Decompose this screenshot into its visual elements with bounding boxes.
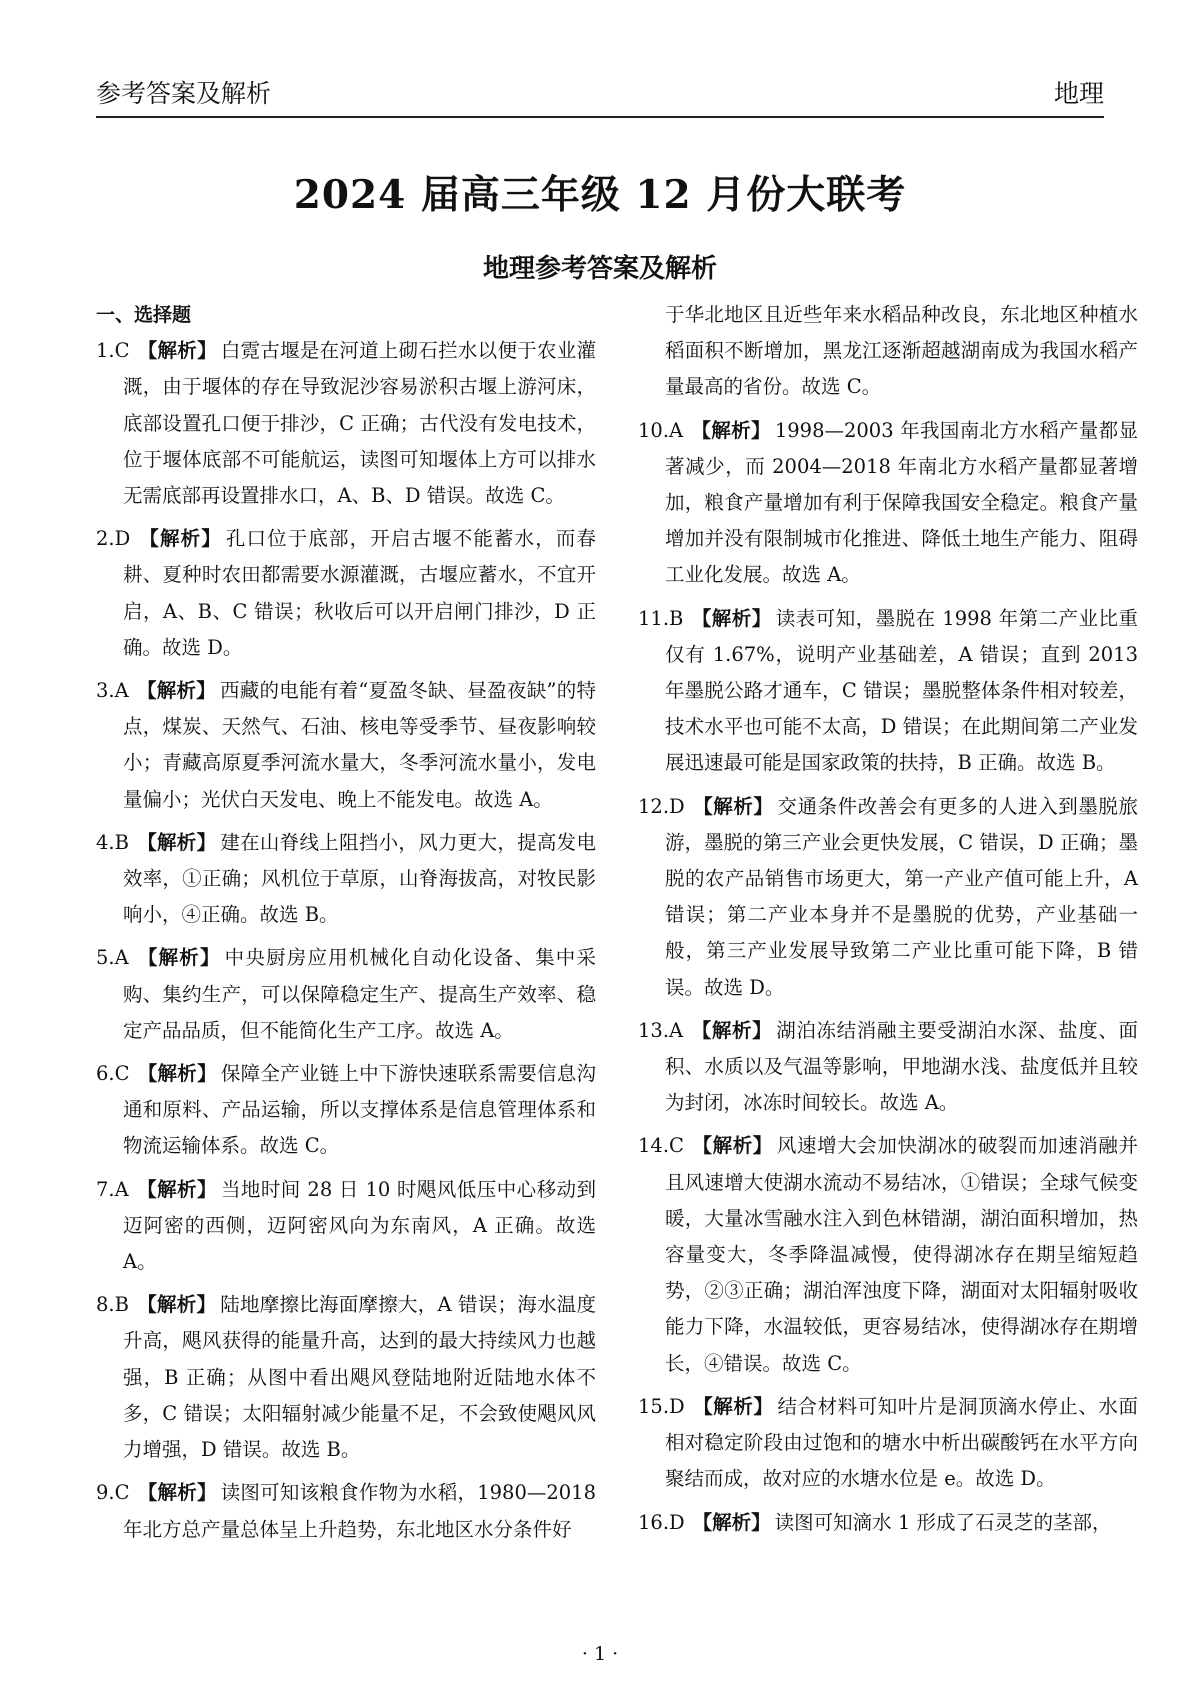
page-title: 2024 届高三年级 12 月份大联考 <box>293 172 907 218</box>
analysis-tag: 【解析】 <box>136 830 217 854</box>
answer-explanation: 当地时间 28 日 10 时飓风低压中心移动到迈阿密的西侧，迈阿密风向为东南风，A 正确。故选 A。 <box>123 1177 596 1274</box>
section-heading: 一、选择题 <box>96 304 192 326</box>
analysis-tag: 【解析】 <box>691 1018 773 1042</box>
answer-explanation: 陆地摩擦比海面摩擦大，A 错误；海水温度升高，飓风获得的能量升高，达到的最大持续风力也越强，B 正确；从图中看出飓风登陆地附近陆地水体不多，C 错误；太阳辐射减少能量不足，不会致使飓风风力增强，D 错误。故选 B。 <box>123 1293 596 1462</box>
analysis-tag: 【解析】 <box>137 1481 217 1505</box>
answer-explanation: 白霓古堰是在河道上砌石拦水以便于农业灌溉，由于堰体的存在导致泥沙容易淤积古堰上游河床，底部设置孔口便于排沙，C 正确；古代没有发电技术，位于堰体底部不可能航运，读图可知堰体上方可以排水无需底部再设置排水口，A、B、D 错误。故选 C。 <box>123 339 596 508</box>
answer-number: 13.A <box>638 1018 684 1042</box>
answer-number: 11.B <box>638 606 684 630</box>
answer-item <box>96 521 596 666</box>
answer-number: 4.B <box>96 830 129 854</box>
answer-explanation: 结合材料可知叶片是洞顶滴水停止、水面相对稳定阶段由过饱和的塘水中析出碳酸钙在水平方向聚结而成，故对应的水塘水位是 e。故选 D。 <box>665 1394 1138 1491</box>
answer-explanation: 1998—2003 年我国南北方水稻产量都显著减少，而 2004—2018 年南北方水稻产量都显著增加，粮食产量增加有利于保障我国安全稳定。粮食产量增加并没有限制城市化推进、降低土地生产能力、阻碍工业化发展。故选 A。 <box>665 418 1138 587</box>
answer-item <box>96 1475 596 1547</box>
answer-item <box>96 673 596 818</box>
answer-item <box>638 413 1138 594</box>
analysis-tag: 【解析】 <box>137 1062 217 1086</box>
answer-item <box>96 333 596 514</box>
left-answer-list <box>96 333 596 1548</box>
answer-item <box>96 1056 596 1165</box>
answer-number: 5.A <box>96 946 129 970</box>
analysis-tag: 【解析】 <box>692 1394 774 1418</box>
analysis-tag: 【解析】 <box>691 418 771 442</box>
answer-number: 14.C <box>638 1134 684 1158</box>
analysis-tag: 【解析】 <box>136 946 221 970</box>
continued-answer-text: 于华北地区且近些年来水稻品种改良，东北地区种植水稻面积不断增加，黑龙江逐渐超越湖南成为我国水稻产量最高的省份。故选 C。 <box>665 303 1138 399</box>
answer-explanation: 湖泊冻结消融主要受湖泊水深、盐度、面积、水质以及气温等影响，甲地湖水浅、盐度低并且较为封闭，冰冻时间较长。故选 A。 <box>665 1018 1138 1115</box>
answer-item <box>96 940 596 1049</box>
answer-explanation: 风速增大会加快湖冰的破裂而加速消融并且风速增大使湖水流动不易结冰，①错误；全球气候变暖，大量冰雪融水注入到色林错湖，湖泊面积增加，热容量变大，冬季降温减慢，使得湖冰存在期呈缩短趋势，②③正确；湖泊浑浊度下降，湖面对太阳辐射吸收能力下降，水温较低，更容易结冰，使得湖冰存在期增长，④错误。故选 C。 <box>665 1134 1138 1375</box>
answer-item <box>638 601 1138 782</box>
analysis-tag: 【解析】 <box>692 794 774 818</box>
analysis-tag: 【解析】 <box>691 606 772 630</box>
answer-explanation: 中央厨房应用机械化自动化设备、集中采购、集约生产，可以保障稳定生产、提高生产效率、稳定产品品质，但不能简化生产工序。故选 A。 <box>123 946 596 1042</box>
answer-explanation: 读图可知该粮食作物为水稻，1980—2018 年北方总产量总体呈上升趋势，东北地区水分条件好 <box>123 1481 596 1541</box>
answer-number: 9.C <box>96 1481 130 1505</box>
answer-item <box>638 1505 1138 1541</box>
answer-item <box>638 1128 1138 1381</box>
answer-item <box>638 1013 1138 1122</box>
left-column <box>96 297 596 1555</box>
header-left-label: 参考答案及解析 <box>96 79 272 108</box>
answer-explanation: 读表可知，墨脱在 1998 年第二产业比重仅有 1.67%，说明产业基础差，A 错误；直到 2013 年墨脱公路才通车，C 错误；墨脱整体条件相对较差，技术水平也可能不太高，D 错误；在此期间第二产业发展迅速最可能是国家政策的扶持，B 正确。故选 B。 <box>665 606 1138 775</box>
page-number: · 1 · <box>581 1643 619 1665</box>
answer-number: 15.D <box>638 1394 685 1418</box>
answer-explanation: 西藏的电能有着“夏盈冬缺、昼盈夜缺”的特点，煤炭、天然气、石油、核电等受季节、昼夜影响较小；青藏高原夏季河流水量大，冬季河流水量小，发电量偏小；光伏白天发电、晚上不能发电。故选 A。 <box>123 679 596 811</box>
analysis-tag: 【解析】 <box>136 679 217 703</box>
answer-number: 8.B <box>96 1293 129 1317</box>
analysis-tag: 【解析】 <box>136 1177 217 1201</box>
answer-item <box>638 789 1138 1006</box>
page-subtitle: 地理参考答案及解析 <box>482 254 717 284</box>
answer-item <box>96 825 596 934</box>
right-answer-list <box>638 413 1138 1541</box>
right-column <box>638 297 1138 1548</box>
answer-explanation: 保障全产业链上中下游快速联系需要信息沟通和原料、产品运输，所以支撑体系是信息管理体系和物流运输体系。故选 C。 <box>123 1062 596 1158</box>
answer-explanation: 孔口位于底部，开启古堰不能蓄水，而春耕、夏种时农田都需要水源灌溉，古堰应蓄水，不宜开启，A、B、C 错误；秋收后可以开启闸门排沙，D 正确。故选 D。 <box>123 527 596 659</box>
analysis-tag: 【解析】 <box>691 1134 773 1158</box>
analysis-tag: 【解析】 <box>692 1510 771 1534</box>
answer-item <box>638 1389 1138 1498</box>
analysis-tag: 【解析】 <box>136 1293 217 1317</box>
header-subject-label: 地理 <box>1053 79 1104 108</box>
page-header <box>96 72 1104 118</box>
answer-number: 10.A <box>638 418 684 442</box>
answer-item <box>96 1287 596 1468</box>
answer-number: 7.A <box>96 1177 129 1201</box>
answer-item <box>96 1172 596 1281</box>
answer-number: 6.C <box>96 1062 130 1086</box>
answer-explanation: 建在山脊线上阻挡小，风力更大，提高发电效率，①正确；风机位于草原，山脊海拔高，对牧民影响小，④正确。故选 B。 <box>123 830 596 927</box>
answer-number: 3.A <box>96 679 129 703</box>
answer-explanation: 读图可知滴水 1 形成了石灵芝的茎部， <box>774 1510 1112 1534</box>
answer-number: 12.D <box>638 794 685 818</box>
answer-number: 16.D <box>638 1510 685 1534</box>
analysis-tag: 【解析】 <box>137 339 217 363</box>
analysis-tag: 【解析】 <box>138 527 222 551</box>
answer-explanation: 交通条件改善会有更多的人进入到墨脱旅游，墨脱的第三产业会更快发展，C 错误，D 正确；墨脱的农产品销售市场更大，第一产业产值可能上升，A 错误；第二产业本身并不是墨脱的优势，产业基础一般，第三产业发展导致第二产业比重可能下降，B 错误。故选 D。 <box>665 794 1138 999</box>
answer-number: 1.C <box>96 339 130 363</box>
answer-number: 2.D <box>96 527 131 551</box>
